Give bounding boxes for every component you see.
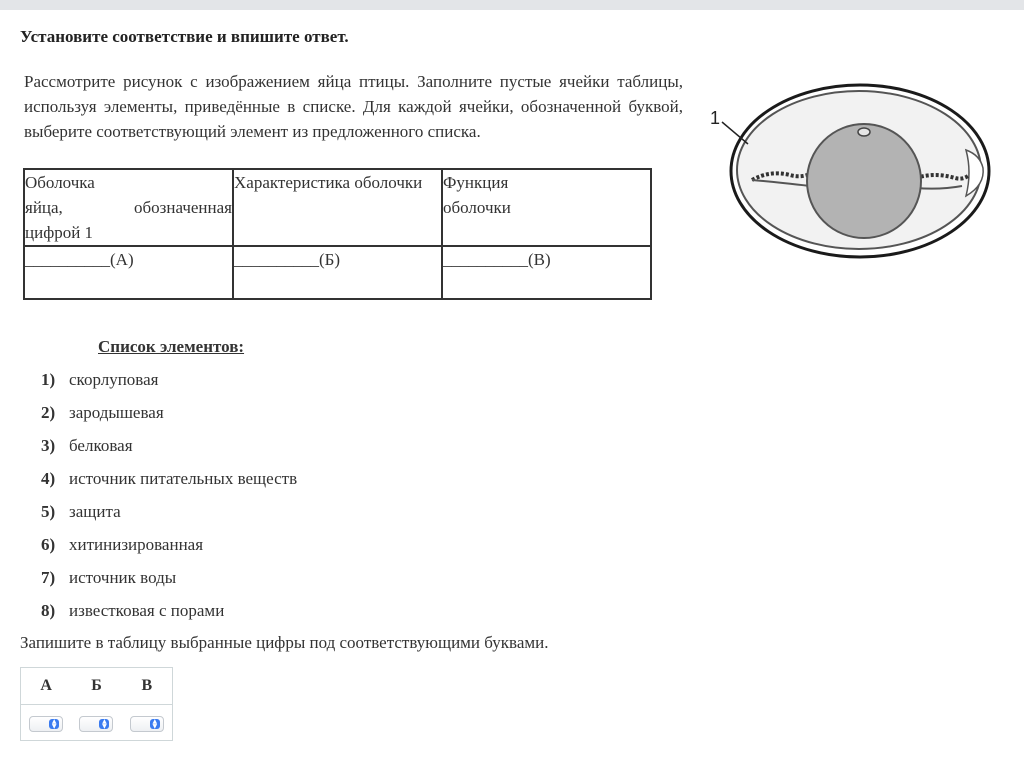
list-item [41,501,297,534]
item-number: 7) [41,568,56,587]
options-list [41,369,297,633]
task-text: Рассмотрите рисунок с изображением яйца птицы. Заполните пустые ячейки таблицы, используя элементы, приведённые в списке. Для каждой ячейки, обозначенной буквой, выберите соответствующий элемент из предложенного списка. [24,72,683,141]
answer-cell-a: __________(А) [24,246,233,299]
answer-select-v[interactable] [130,716,164,732]
header-function-line1: Функция [443,173,509,192]
header-shell-line1: Оболочка [25,173,95,192]
item-number: 4) [41,469,56,488]
item-text: известковая с порами [69,601,225,620]
header-cell-shell [24,169,233,246]
list-item [41,369,297,402]
answer-letter-b: Б [91,677,102,694]
header-shell-line3: цифрой 1 [25,223,94,242]
table-header-row [24,169,651,246]
header-characteristic: Характеристика оболочки [234,173,423,192]
item-text: зародышевая [69,403,164,422]
list-item [41,402,297,435]
item-text: источник питательных веществ [69,469,298,488]
item-text: скорлуповая [69,370,159,389]
item-text: белковая [69,436,133,455]
answer-select-a[interactable] [29,716,63,732]
list-item [41,435,297,468]
answer-letters-row [21,668,172,705]
list-item [41,468,297,501]
answer-instruction: Запишите в таблицу выбранные цифры под соответствующими буквами. [20,633,549,652]
list-title: Список элементов: [98,337,245,356]
header-cell-function [442,169,651,246]
item-number: 5) [41,502,56,521]
select-arrows-icon: ▲ ▼ [49,719,59,729]
list-item [41,567,297,600]
table-answer-row [24,246,651,299]
answer-selects-row [21,705,172,742]
select-cell-v [122,716,172,732]
answer-structure-table [23,168,652,300]
task-title: Установите соответствие и впишите ответ. [20,27,349,46]
top-bar [0,0,1024,10]
item-number: 1) [41,370,56,389]
header-cell-characteristic [233,169,442,246]
item-number: 6) [41,535,56,554]
header-function-line2: оболочки [443,198,511,217]
answer-cell-v: __________(В) [442,246,651,299]
answer-letter-v: В [141,677,153,694]
header-shell-line2: яйца, обозначенная [25,198,232,217]
list-item [41,600,297,633]
item-number: 2) [41,403,56,422]
answer-select-b[interactable] [79,716,113,732]
item-text: защита [69,502,121,521]
item-number: 8) [41,601,56,620]
select-cell-a [21,716,71,732]
germinal-disc [858,128,870,136]
item-text: хитинизированная [69,535,204,554]
select-arrows-icon: ▲ ▼ [150,719,160,729]
item-text: источник воды [69,568,177,587]
select-arrows-icon: ▲ ▼ [99,719,109,729]
figure-label-1: 1 [710,108,721,128]
egg-yolk [807,124,921,238]
bird-egg-figure [700,78,992,260]
answer-letter-a: А [40,677,52,694]
select-cell-b [71,716,121,732]
item-number: 3) [41,436,56,455]
answer-input-table [20,667,173,741]
answer-cell-b: __________(Б) [233,246,442,299]
list-item [41,534,297,567]
